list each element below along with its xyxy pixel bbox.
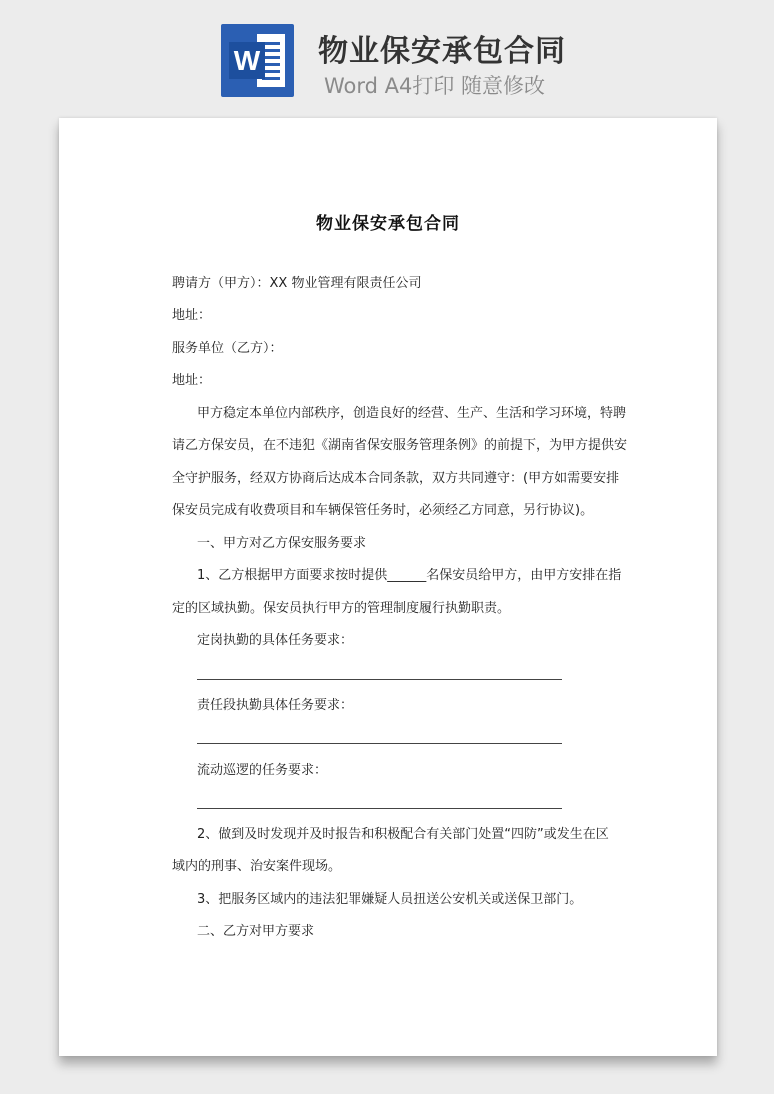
fixed-post-blank bbox=[197, 679, 562, 680]
section-2-heading: 二、乙方对甲方要求 bbox=[197, 924, 315, 939]
item-2-line-1: 2、做到及时发现并及时报告和积极配合有关部门处置“四防”或发生在区 bbox=[197, 827, 609, 842]
party-b-line: 服务单位（乙方）： bbox=[172, 341, 283, 356]
item-1-line-2: 定的区域执勤。保安员执行甲方的管理制度履行执勤职责。 bbox=[172, 601, 511, 616]
intro-line-1: 甲方稳定本单位内部秩序，创造良好的经营、生产、生活和学习环境，特聘 bbox=[197, 406, 627, 421]
intro-line-4: 保安员完成有收费项目和车辆保管任务时，必须经乙方同意，另行协议)。 bbox=[172, 503, 594, 518]
document-page bbox=[59, 118, 717, 1056]
party-a-line: 聘请方（甲方）：XX 物业管理有限责任公司 bbox=[172, 276, 422, 291]
header-subtitle: Word A4打印 随意修改 bbox=[324, 74, 546, 98]
intro-line-2: 请乙方保安员，在不违犯《湖南省保安服务管理条例》的前提下，为甲方提供安 bbox=[172, 438, 628, 453]
zone-post-label: 责任段执勤具体任务要求： bbox=[197, 698, 354, 713]
item-2-line-2: 域内的刑事、治安案件现场。 bbox=[172, 859, 342, 874]
document-title: 物业保安承包合同 bbox=[316, 214, 460, 234]
intro-line-3: 全守护服务，经双方协商后达成本合同条款，双方共同遵守：(甲方如需要安排 bbox=[172, 471, 620, 486]
patrol-post-label: 流动巡逻的任务要求： bbox=[197, 763, 328, 778]
header-banner bbox=[0, 0, 774, 118]
fixed-post-label: 定岗执勤的具体任务要求： bbox=[197, 633, 354, 648]
header-title: 物业保安承包合同 bbox=[318, 34, 566, 69]
zone-post-blank bbox=[197, 743, 562, 744]
section-1-heading: 一、甲方对乙方保安服务要求 bbox=[197, 536, 367, 551]
party-b-address: 地址： bbox=[172, 373, 212, 388]
word-letter: W bbox=[229, 42, 265, 79]
patrol-post-blank bbox=[197, 808, 562, 809]
party-a-address: 地址： bbox=[172, 308, 212, 323]
item-1-line-1: 1、乙方根据甲方面要求按时提供______名保安员给甲方，由甲方安排在指 bbox=[197, 568, 622, 583]
item-3-line: 3、把服务区域内的违法犯罪嫌疑人员扭送公安机关或送保卫部门。 bbox=[197, 892, 583, 907]
word-logo-icon bbox=[221, 24, 294, 97]
